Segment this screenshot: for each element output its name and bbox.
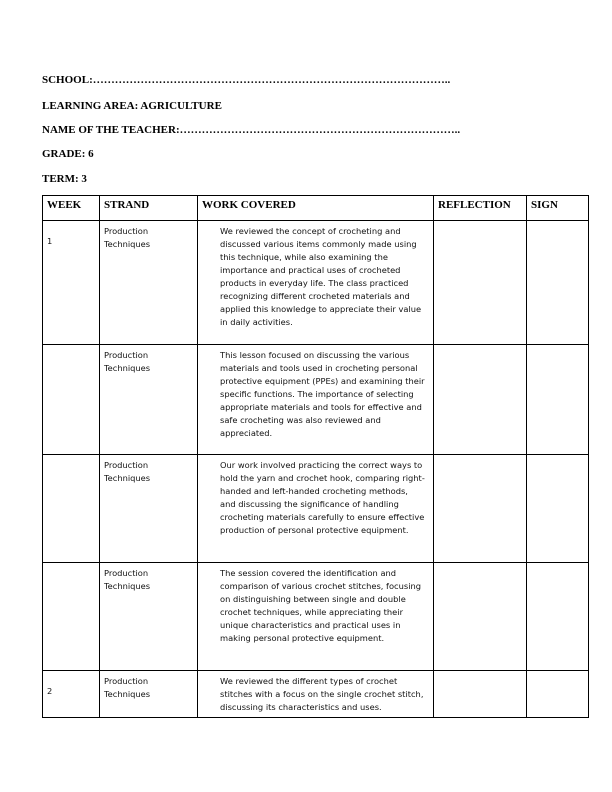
week-cell — [43, 455, 100, 563]
school-field: SCHOOL:…………………………………………………………………………………….. — [42, 74, 451, 86]
work-covered-cell: We reviewed the different types of crochet stitches with a focus on the single crochet stitch, discussing its characteristics and uses. — [198, 671, 434, 718]
table-header-row — [43, 196, 589, 221]
teacher-name-field: NAME OF THE TEACHER:………………………………………………………………….. — [42, 124, 461, 136]
table-row — [43, 563, 589, 671]
column-header-work-covered: WORK COVERED — [198, 196, 434, 221]
column-header-week: WEEK — [43, 196, 100, 221]
strand-cell: Production Techniques — [100, 345, 198, 455]
reflection-cell[interactable] — [434, 221, 527, 345]
sign-cell[interactable] — [527, 563, 589, 671]
table-row — [43, 671, 589, 718]
term-label: TERM: 3 — [42, 173, 87, 185]
strand-cell: Production Techniques — [100, 563, 198, 671]
week-cell — [43, 563, 100, 671]
column-header-reflection: REFLECTION — [434, 196, 527, 221]
work-covered-cell: We reviewed the concept of crocheting and discussed various items commonly made using this technique, while also examining the importance and practical uses of crocheted products in everyday life. The class practiced recognizing different crocheted materials and applied this knowledge to appreciate their value in daily activities. — [198, 221, 434, 345]
week-cell — [43, 345, 100, 455]
reflection-cell[interactable] — [434, 455, 527, 563]
column-header-sign: SIGN — [527, 196, 589, 221]
sign-cell[interactable] — [527, 345, 589, 455]
strand-cell: Production Techniques — [100, 671, 198, 718]
grade-label: GRADE: 6 — [42, 148, 94, 160]
table-row — [43, 345, 589, 455]
reflection-cell[interactable] — [434, 345, 527, 455]
strand-cell: Production Techniques — [100, 455, 198, 563]
column-header-strand: STRAND — [100, 196, 198, 221]
reflection-cell[interactable] — [434, 563, 527, 671]
sign-cell[interactable] — [527, 671, 589, 718]
work-covered-cell: The session covered the identification and comparison of various crochet stitches, focusing on distinguishing between single and double crochet techniques, while appreciating their unique characteristics and practical uses in making personal protective equipment. — [198, 563, 434, 671]
sign-cell[interactable] — [527, 455, 589, 563]
record-of-work-table — [42, 195, 589, 718]
strand-cell: Production Techniques — [100, 221, 198, 345]
work-covered-cell: This lesson focused on discussing the various materials and tools used in crocheting personal protective equipment (PPEs) and examining their specific functions. The importance of selecting appropriate materials and tools for effective and safe crocheting was also reviewed and appreciated. — [198, 345, 434, 455]
work-covered-cell: Our work involved practicing the correct ways to hold the yarn and crochet hook, comparing right-handed and left-handed crocheting methods, and discussing the significance of handling crocheting materials carefully to ensure effective production of personal protective equipment. — [198, 455, 434, 563]
sign-cell[interactable] — [527, 221, 589, 345]
table-row — [43, 455, 589, 563]
learning-area: LEARNING AREA: AGRICULTURE — [42, 100, 222, 112]
reflection-cell[interactable] — [434, 671, 527, 718]
week-cell: 2 — [43, 671, 100, 718]
table-row — [43, 221, 589, 345]
week-cell: 1 — [43, 221, 100, 345]
